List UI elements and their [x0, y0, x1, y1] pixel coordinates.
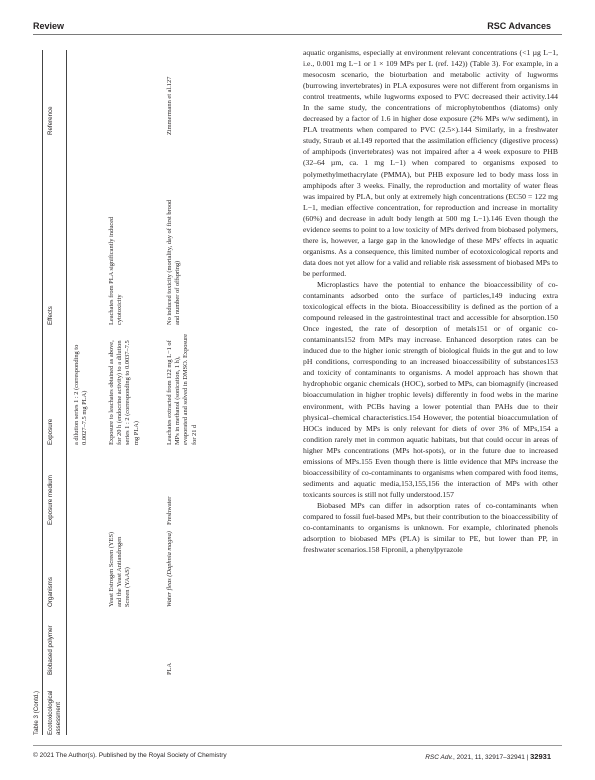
paragraph-3: Biobased MPs can differ in adsorption rates of co-contaminants when compared to fossil fuel-based MPs, but their contribution to the bioaccessibility of co-contaminants to organisms is unknown. For example, chlorinated phenols adsorption to biobased MPs (PLA) is similar to PE, but lower than PP, in freshwater scenarios.158 Fipronil, a phenylpyrazole	[303, 500, 558, 555]
header-medium: Exposure medium	[47, 475, 54, 525]
rotated-table	[33, 50, 283, 735]
header-rule	[33, 34, 562, 35]
header-organisms: Organisms	[47, 577, 54, 607]
row2-effects: Leachates from PLA significantly induced cytotoxicity	[108, 216, 124, 325]
footer-citation: , 2021, 11, 32917–32941	[453, 754, 525, 761]
table-top-rule	[42, 50, 43, 735]
section-label: Review	[33, 21, 65, 31]
footer-journal: RSC Adv.	[425, 754, 454, 761]
row3-polymer: PLA	[166, 662, 173, 675]
row3-exposure: Leachates extracted from 122 mg L−1 of MPs in methanol (sonication, 1 h), evaporated and solved in DMSO. Exposure for 21 d	[166, 333, 198, 445]
row3-reference: Zimmermann et al.127	[166, 76, 173, 135]
header-reference: Reference	[47, 106, 54, 135]
table-title: Table 3 (Contd.)	[33, 690, 40, 735]
row3-medium: Freshwater	[166, 496, 173, 525]
header-assessment: Ecotoxicological assessment	[47, 690, 62, 735]
row3-effects: No induced toxicity (mortality, day of first brood and number of offspring)	[166, 199, 182, 325]
page-number: 32931	[530, 752, 551, 761]
row3-organisms: Water fleas (Daphnia magna)	[166, 531, 173, 607]
row1-exposure: a dilution series 1 : 2 (corresponding to 0.0027–7.5 mg PLA)	[73, 344, 89, 445]
journal-name: RSC Advances	[487, 21, 551, 31]
body-text	[303, 47, 558, 555]
page-citation: RSC Adv., 2021, 11, 32917–32941 | 32931	[425, 752, 551, 761]
paragraph-2: Microplastics have the potential to enhance the bioaccessibility of co-contaminants adsorbed onto the surface of particles,149 inducing extra toxicological effects in the biota. Bioaccessibility is defined as the portion of a compound released in the gastrointestinal tract and accessible for absorption.150 Once ingested, the rate of desorption of metals151 or of organic co-contaminants152 from MPs may increase. Enhanced desorption rates can be induced due to the higher ionic strength of biological fluids in the gut and to low pH conditions, corresponding to an increased bioaccessibility of substances153 and toxicity of contaminants to organisms. A model approach has shown that hydrophobic organic chemicals (HOC), sorbed to MPs, can biomagnify (increased bioaccumulation in higher trophic levels) differently in food webs in the marine environment, with PCBs having a lower potential than PAHs due to their physical–chemical characteristics.154 However, the potential bioaccumulation of HOCs induced by MPs is only relevant for diets of over 3% of MPs,154 a condition rarely met in common aquatic habitats, but that could occur in areas of higher MPs concentrations (MPs hot-spots), or in the future due to increased emissions of MPs.155 Even though there is little evidence that MPs increase the bioaccessibility of co-contaminants to organisms when compared with food items, sediments and aquatic media,153,155,156 the interaction of MPs with other toxicants sources is still not fully understood.157	[303, 279, 558, 499]
table-header-rule	[66, 50, 67, 735]
header-polymer: Biobased polymer	[47, 625, 54, 675]
page-header	[0, 0, 595, 36]
header-exposure: Exposure	[47, 418, 54, 445]
row2-exposure: Exposure to leachates obtained as above, for 20 h (endocrine activity) to a dilution series 1 : 2 (corresponding to 0.0037–7.5 mg PLA)	[108, 340, 140, 445]
row2-organisms: Yeast Estrogen Screen (YES) and the Yeast Antiandrogen Screen (YAAS)	[108, 531, 132, 607]
header-effects: Effects	[47, 306, 54, 325]
footer-rule	[33, 745, 562, 746]
paragraph-1: aquatic organisms, especially at environment relevant concentrations (<1 µg L−1, i.e., 0.001 mg L−1 or 1 × 109 MPs per L (ref. 142)) (Table 3). For example, in a mesocosm scenario, the bioturbation and metabolic activity of lugworms (burrowing invertebrates) in PLA exposures were not different from organisms in control treatments, while lugworms exposed to PVC decreased their activity.144 In the same study, the concentrations of microphytobenthos (diatoms) only decreased by a factor of 1.6 in higher dose exposure (2% MPs w/w sediment), in PLA treatments when compared to PVC (2.5×).144 Similarly, in a freshwater study, Straub et al.149 reported that the assimilation efficiency (digestive process) of amphipods (invertebrates) was not impaired after a 4 week exposure to PHB (32–64 µm, ca. 1 mg L−1) when compared to organisms exposed to polymethylmethacrylate (PMMA), but PHB exposure led to body mass loss in amphipods after 3 weeks. Finally, the reproduction and mortality of water fleas was impaired by PLA, but only at extremely high concentrations (EC50 = 122 mg L−1, median effective concentration, for reproduction and increase in mortality (60%) and decrease in adult body length at 500 mg L−1).146 Even though the evidence seems to point to a low toxicity of MPs derived from biobased polymers, there is, however, a large gap in the knowledge of these MPs' effects in aquatic organisms. As a consequence, this limited number of ecotoxicological reports and data does not yet allow for a valid and reliable risk assessment of biobased MPs to be performed.	[303, 48, 558, 278]
copyright-notice: © 2021 The Author(s). Published by the Royal Society of Chemistry	[33, 752, 227, 759]
